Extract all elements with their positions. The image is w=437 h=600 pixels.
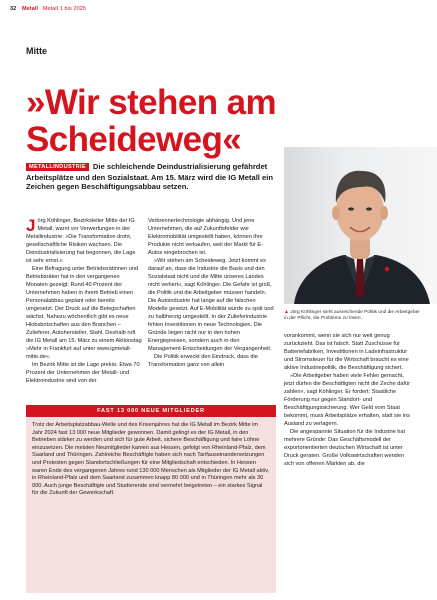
body-paragraph: Im Bezirk Mitte ist die Lage prekär. Etwa 70 Prozent der Unternehmen der Metall- und Elektroindustrie sind von der bbox=[26, 362, 140, 384]
running-head bbox=[10, 6, 86, 12]
lead-text: Die schleichende Deindustrialisierung gefährdet Arbeitsplätze und den Sozialstaat. Am 15. März wird die IG Metall ein Zeichen gegen Beschäftigungsabbau setzen. bbox=[26, 162, 273, 192]
body-column-2 bbox=[148, 217, 274, 369]
body-paragraph: Die Politik erweckt den Eindruck, dass die Transformation ganz von allein bbox=[148, 354, 258, 368]
caption-triangle-icon: ▲ bbox=[284, 309, 289, 315]
section-label: Mitte bbox=[26, 46, 47, 56]
body-paragraph: vorankommt, wenn sie sich nur weit genug zurückzieht. Das ist falsch. Statt Zuschüsse für Batteriefabriken, Investitionen in Ladeinfrastruktur und Stromsteuer für die Wirtschaft braucht es eine aktive Industriepolitik, die Beschäftigung sichert. bbox=[284, 333, 409, 371]
title-line-2: Scheideweg« bbox=[26, 120, 242, 159]
body-column-3 bbox=[284, 332, 414, 468]
body-paragraph: Die angespannte Situation für die Industrie hat mehrere Gründe: Das Geschäftsmodell der exportorientierten deutschen Wirtschaft ist unter Druck geraten. Große Volkswirtschaften wenden sich von offenen Märkten ab, die bbox=[284, 429, 406, 467]
drop-cap: J bbox=[26, 216, 36, 235]
info-box bbox=[26, 405, 276, 593]
body-column-1 bbox=[26, 217, 142, 385]
page-number: 32 bbox=[10, 6, 17, 12]
issue-label: Metall 1 bis 2025 bbox=[42, 6, 87, 12]
body-paragraph: »Wir stehen am Scheideweg. Jetzt kommt es darauf an, dass die Industrie die Basis und den Sozialstaat nicht und die Mitte unseres Landes nicht verliert«, sagt Köhlinger. Die Gefahr ist groß, die Politik und die Arbeitgeber müssen handeln. Die Autoindustrie hat lange auf die falschen Modelle gesetzt. Auf E-Mobilität wurde zu spät und zu halbherzig umgestellt. In der Zulieferindustrie fehlen Investitionen in neue Technologien. Die Gründe liegen nicht nur in den hohen Energiepreisen, sondern auch in den Management-Entscheidungen der Vergangenheit. bbox=[148, 258, 274, 352]
body-paragraph: Jörg Köhlinger, Bezirksleiter Mitte der IG Metall, warnt vor Verwerfungen in der Metallindustrie: »Die Transformation droht, gesellschaftliche Risiken wachsen. Die Deindustrialisierung hat begonnen, die Lage ist sehr ernst.« bbox=[26, 216, 136, 264]
portrait-photo bbox=[284, 147, 437, 304]
portrait-illustration bbox=[284, 147, 437, 304]
body-paragraph: Verbrennertechnologie abhängig. Und jene Unternehmen, die auf Zukunftsfelder wie Elektromobilität umgestellt haben, können ihre Produkte nicht verkaufen, weil der Markt für E-Autos eingebrochen ist. bbox=[148, 218, 264, 256]
photo-caption bbox=[284, 309, 424, 322]
magazine-name: Metall bbox=[21, 6, 39, 12]
body-paragraph: Eine Befragung unter Betriebsrätinnen und Betriebsräten hat in den vergangenen Monaten gezeigt: Rund 40 Prozent der Unternehmen haben in ihrem Betrieb einen Personalabbau geplant oder bereits umgesetzt. Der Druck auf die Belegschaften wächst. Nahezu wöchentlich gibt es neue Hiobsbotschaften aus den Branchen – Zulieferer, Autohersteller, Stahl. Deshalb ruft die IG Metall am 15. März zu einem Aktionstag »Mehr in Frankfurt auf unter www.igmetall-mitte.de«. bbox=[26, 266, 142, 360]
title-line-1: »Wir stehen am bbox=[26, 83, 276, 122]
caption-text: Jörg Köhlinger sieht ausreichende Politik und die Arbeitgeber in der Pflicht, die Probleme zu lösen. bbox=[284, 310, 420, 322]
info-box-title: FAST 13 000 NEUE MITGLIEDER bbox=[26, 405, 276, 417]
article-title bbox=[26, 84, 296, 158]
body-paragraph: »Die Arbeitgeber haben viele Fehler gemacht, jetzt dürfen die Beschäftigten nicht die Zeche dafür zahlen«, sagt Köhlinger. Er fordert: Staatliche Förderung nur gegen Standort- und Beschäftigungssicherung. Wer Geld vom Staat bekommt, muss Arbeitsplätze erhalten, statt sie ins Ausland zu verlagern. bbox=[284, 373, 410, 427]
article-lead bbox=[26, 162, 278, 192]
topic-badge: METALLINDUSTRIE bbox=[26, 163, 89, 171]
info-box-text: Trotz der Arbeitsplatzabbau-Welle und des Krisenjahres hat die IG Metall im Bezirk Mitte im Jahr 2024 fast 13 000 neue Mitglieder gewonnen. Damit gelingt es der IG Metall, in den Betrieben stärker zu werden und sich für gute Arbeit, sichere Beschäftigung und faire Löhne einzusetzen. Die meisten Neumitglieder kamen aus Hessen, gefolgt von Rheinland-Pfalz, dem Saarland und Thüringen. Zahlreiche Beschäftigte haben sich nach Tarifauseinandersetzungen und Protesten gegen Standortschließungen für eine Mitgliedschaft entschieden. In Hessen waren Ende des vergangenen Jahres rund 130 000 Menschen als Mitglieder der IG Metall aktiv, in Rheinland-Pfalz und dem Saarland zusammen knapp 80 000 und in Thüringen mehr als 30 000. Auch junge Beschäftigte und Studierende sind vermehrt beigetreten – ein starkes Signal für die Zukunft der Gewerkschaft. bbox=[32, 422, 270, 497]
